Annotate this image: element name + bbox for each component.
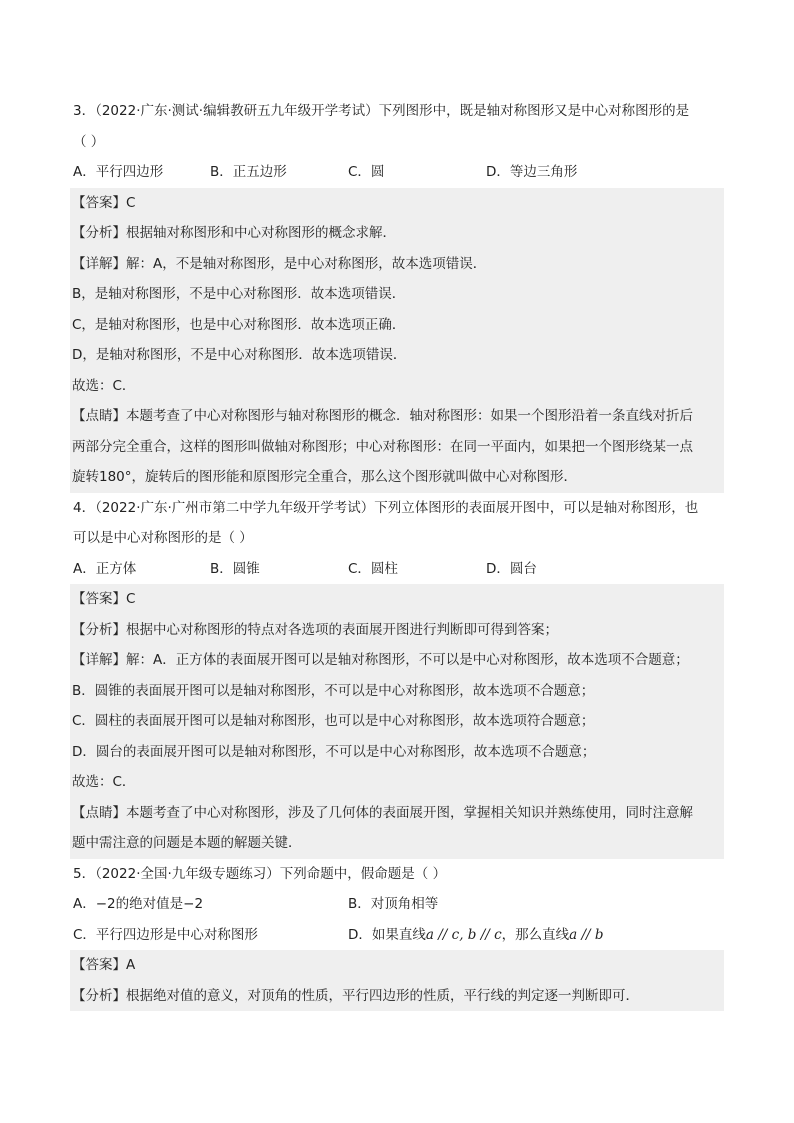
- question-4-option-d: D．圆台: [486, 560, 537, 577]
- question-3-options: [70, 157, 724, 188]
- question-4-option-a: A．正方体: [73, 560, 137, 577]
- question-5-stem: 5．（2022·全国·九年级专题练习）下列命题中，假命题是（ ）: [73, 865, 447, 882]
- question-4-analysis: 【分析】根据中心对称图形的特点对各选项的表面展开图进行判断即可得到答案；: [70, 615, 724, 646]
- question-4-stem: 4．（2022·广东·广州市第二中学九年级开学考试）下列立体图形的表面展开图中，可以是轴对称图形，也: [73, 499, 699, 516]
- question-5-option-a: A．−2的绝对值是−2: [73, 896, 204, 912]
- question-3-answer: 【答案】C: [70, 188, 724, 219]
- question-5-analysis: 【分析】根据绝对值的意义，对顶角的性质，平行四边形的性质，平行线的判定逐一判断即可．: [70, 981, 724, 1012]
- question-4-option-c: C．圆柱: [348, 560, 398, 577]
- question-4-detail-3: C．圆柱的表面展开图可以是轴对称图形，也可以是中心对称图形，故本选项符合题意；: [70, 706, 724, 737]
- option-d-mid: ，那么直线: [501, 926, 570, 943]
- question-3-stem: 3．（2022·广东·测试·编辑教研五九年级开学考试）下列图形中，既是轴对称图形又是中心对称图形的是: [73, 103, 690, 119]
- question-4-answer: 【答案】C: [70, 584, 724, 615]
- question-5-option-c: C．平行四边形是中心对称图形: [73, 926, 258, 943]
- option-d-math-1: a // c, b // c: [425, 926, 502, 943]
- question-3-option-c: C．圆: [348, 164, 385, 180]
- question-4-option-b: B．圆锥: [210, 560, 260, 577]
- question-3-comment-3: 旋转180°，旋转后的图形能和原图形完全重合，那么这个图形就叫做中心对称图形．: [70, 462, 724, 493]
- question-4-choice: 故选：C．: [70, 767, 724, 798]
- question-4-detail-4: D．圆台的表面展开图可以是轴对称图形，不可以是中心对称图形，故本选项不合题意；: [70, 737, 724, 768]
- question-4-stem-cont: 可以是中心对称图形的是（ ）: [73, 530, 253, 546]
- question-5-option-d: [348, 920, 604, 951]
- option-d-prefix: D．如果直线: [348, 926, 426, 943]
- question-3-detail-4: D，是轴对称图形，不是中心对称图形．故本选项错误．: [70, 340, 724, 371]
- question-5-option-b: B．对顶角相等: [348, 896, 439, 912]
- question-3-comment-1: 【点睛】本题考查了中心对称图形与轴对称图形的概念．轴对称图形：如果一个图形沿着一条直线对折后: [70, 401, 724, 432]
- question-4-options: [70, 554, 724, 585]
- question-4-comment-1: 【点睛】本题考查了中心对称图形，涉及了几何体的表面展开图，掌握相关知识并熟练使用，同时注意解: [70, 798, 724, 829]
- question-3-detail-1: 【详解】解：A，不是轴对称图形，是中心对称图形，故本选项错误．: [70, 249, 724, 280]
- option-d-math-2: a // b: [569, 926, 604, 943]
- question-3-comment-2: 两部分完全重合，这样的图形叫做轴对称图形；中心对称图形：在同一平面内，如果把一个图形绕某一点: [70, 432, 724, 463]
- question-3-bracket: （ ）: [73, 133, 105, 150]
- question-3-detail-2: B，是轴对称图形，不是中心对称图形．故本选项错误．: [70, 279, 724, 310]
- question-3-option-a: A．平行四边形: [73, 164, 164, 180]
- question-3-option-d: D．等边三角形: [486, 164, 578, 180]
- question-3-detail-3: C，是轴对称图形，也是中心对称图形．故本选项正确．: [70, 310, 724, 341]
- question-4-detail-1: 【详解】解：A．正方体的表面展开图可以是轴对称图形，不可以是中心对称图形，故本选项不合题意；: [70, 645, 724, 676]
- question-4-detail-2: B．圆锥的表面展开图可以是轴对称图形，不可以是中心对称图形，故本选项不合题意；: [70, 676, 724, 707]
- document-page: [70, 96, 724, 1011]
- question-4-comment-2: 题中需注意的问题是本题的解题关键．: [70, 828, 724, 859]
- question-3-analysis: 【分析】根据轴对称图形和中心对称图形的概念求解．: [70, 218, 724, 249]
- question-5-answer: 【答案】A: [70, 950, 724, 981]
- question-5-options-row-1: [70, 889, 724, 920]
- question-3-choice: 故选：C．: [70, 371, 724, 402]
- question-3-option-b: B．正五边形: [210, 164, 287, 180]
- question-5-options-row-2: [70, 920, 724, 951]
